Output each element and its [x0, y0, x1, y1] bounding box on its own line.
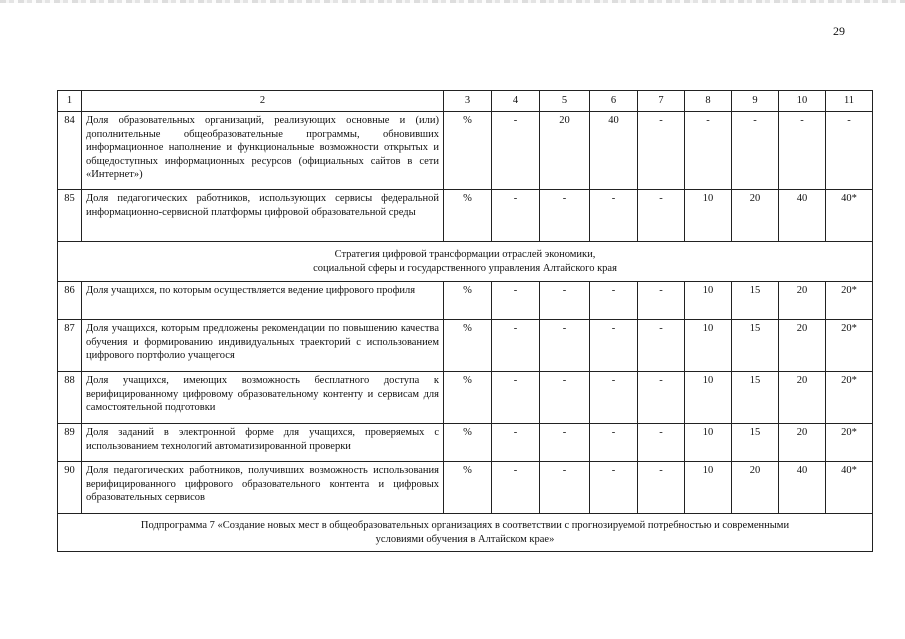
value-cell: 20* [826, 320, 873, 372]
value-cell: 20 [540, 112, 590, 190]
value-cell: 15 [732, 282, 779, 320]
unit-cell: % [444, 462, 492, 514]
unit-cell: % [444, 112, 492, 190]
row-number: 85 [58, 190, 82, 242]
value-cell: 40* [826, 462, 873, 514]
col-header: 7 [638, 91, 685, 112]
row-number: 90 [58, 462, 82, 514]
unit-cell: % [444, 282, 492, 320]
value-cell: - [540, 320, 590, 372]
value-cell: - [826, 112, 873, 190]
row-number: 86 [58, 282, 82, 320]
value-cell: - [638, 424, 685, 462]
row-number: 89 [58, 424, 82, 462]
value-cell: - [590, 282, 638, 320]
value-cell: - [590, 372, 638, 424]
value-cell: - [540, 424, 590, 462]
section-heading-line: условиями обучения в Алтайском крае» [375, 533, 555, 545]
row-number: 84 [58, 112, 82, 190]
value-cell: 20 [732, 462, 779, 514]
table-row [58, 424, 873, 462]
scan-edge-artifact [0, 0, 905, 3]
value-cell: - [638, 112, 685, 190]
value-cell: - [638, 372, 685, 424]
col-header: 3 [444, 91, 492, 112]
value-cell: - [492, 320, 540, 372]
value-cell: - [540, 372, 590, 424]
section-row-subprogram [58, 514, 873, 552]
indicators-table [57, 90, 873, 552]
section-heading-line: Стратегия цифровой трансформации отраслей экономики, [334, 249, 596, 260]
value-cell: 20 [779, 320, 826, 372]
table-row [58, 462, 873, 514]
value-cell: - [492, 190, 540, 242]
indicator-description: Доля педагогических работников, использующих сервисы федеральной информационно-сервисной платформы цифровой образовательной среды [82, 190, 444, 242]
col-header: 8 [685, 91, 732, 112]
col-header: 6 [590, 91, 638, 112]
value-cell: - [638, 462, 685, 514]
section-heading [58, 242, 873, 282]
value-cell: 10 [685, 320, 732, 372]
value-cell: - [492, 424, 540, 462]
value-cell: 20 [732, 190, 779, 242]
section-heading [58, 514, 873, 552]
value-cell: 10 [685, 282, 732, 320]
value-cell: 20* [826, 282, 873, 320]
section-heading-line: социальной сферы и государственного управления Алтайского края [313, 262, 617, 274]
row-number: 88 [58, 372, 82, 424]
value-cell: - [492, 462, 540, 514]
value-cell: 40* [826, 190, 873, 242]
value-cell: - [638, 282, 685, 320]
value-cell: 20* [826, 372, 873, 424]
value-cell: 20 [779, 424, 826, 462]
value-cell: - [492, 372, 540, 424]
value-cell: - [638, 190, 685, 242]
indicator-description: Доля учащихся, которым предложены рекомендации по повышению качества обучения и формированию индивидуальных траекторий с использованием цифрового портфолио учащегося [82, 320, 444, 372]
section-heading-line: Подпрограмма 7 «Создание новых мест в общеобразовательных организациях в соответствии с прогнозируемой потребностью и современными [140, 520, 790, 531]
value-cell: - [685, 112, 732, 190]
column-numbers-row [58, 91, 873, 112]
value-cell: 40 [590, 112, 638, 190]
indicator-description: Доля заданий в электронной форме для учащихся, проверяемых с использованием технологий автоматизированной проверки [82, 424, 444, 462]
col-header: 9 [732, 91, 779, 112]
value-cell: 20 [779, 282, 826, 320]
value-cell: - [638, 320, 685, 372]
col-header: 1 [58, 91, 82, 112]
value-cell: 10 [685, 424, 732, 462]
indicator-description: Доля образовательных организаций, реализующих основные и (или) дополнительные общеобразовательные программы, обновивших информационное наполнение и функциональные возможности открытых и общедоступных информационных ресурсов (официальных сайтов в сети «Интернет») [82, 112, 444, 190]
table-row [58, 320, 873, 372]
row-number: 87 [58, 320, 82, 372]
col-header: 2 [82, 91, 444, 112]
value-cell: - [590, 190, 638, 242]
value-cell: - [732, 112, 779, 190]
col-header: 4 [492, 91, 540, 112]
page-number: 29 [833, 24, 845, 38]
value-cell: - [492, 282, 540, 320]
value-cell: 20* [826, 424, 873, 462]
indicator-description: Доля педагогических работников, получивших возможность использования верифицированного цифрового образовательного контента и цифровых образовательных сервисов [82, 462, 444, 514]
col-header: 10 [779, 91, 826, 112]
indicator-description: Доля учащихся, имеющих возможность бесплатного доступа к верифицированному цифровому образовательному контенту и сервисам для самостоятельной подготовки [82, 372, 444, 424]
col-header: 5 [540, 91, 590, 112]
value-cell: - [540, 462, 590, 514]
table-row [58, 282, 873, 320]
value-cell: - [540, 190, 590, 242]
unit-cell: % [444, 424, 492, 462]
value-cell: 15 [732, 372, 779, 424]
unit-cell: % [444, 190, 492, 242]
section-row-strategy [58, 242, 873, 282]
value-cell: - [540, 282, 590, 320]
value-cell: 40 [779, 190, 826, 242]
value-cell: 15 [732, 320, 779, 372]
value-cell: - [590, 424, 638, 462]
unit-cell: % [444, 320, 492, 372]
col-header: 11 [826, 91, 873, 112]
value-cell: 20 [779, 372, 826, 424]
value-cell: - [590, 462, 638, 514]
value-cell: - [492, 112, 540, 190]
value-cell: 40 [779, 462, 826, 514]
value-cell: - [779, 112, 826, 190]
value-cell: 10 [685, 190, 732, 242]
value-cell: 15 [732, 424, 779, 462]
table-row [58, 112, 873, 190]
table-row [58, 372, 873, 424]
indicator-description: Доля учащихся, по которым осуществляется ведение цифрового профиля [82, 282, 444, 320]
value-cell: 10 [685, 372, 732, 424]
value-cell: - [590, 320, 638, 372]
table-row [58, 190, 873, 242]
unit-cell: % [444, 372, 492, 424]
value-cell: 10 [685, 462, 732, 514]
